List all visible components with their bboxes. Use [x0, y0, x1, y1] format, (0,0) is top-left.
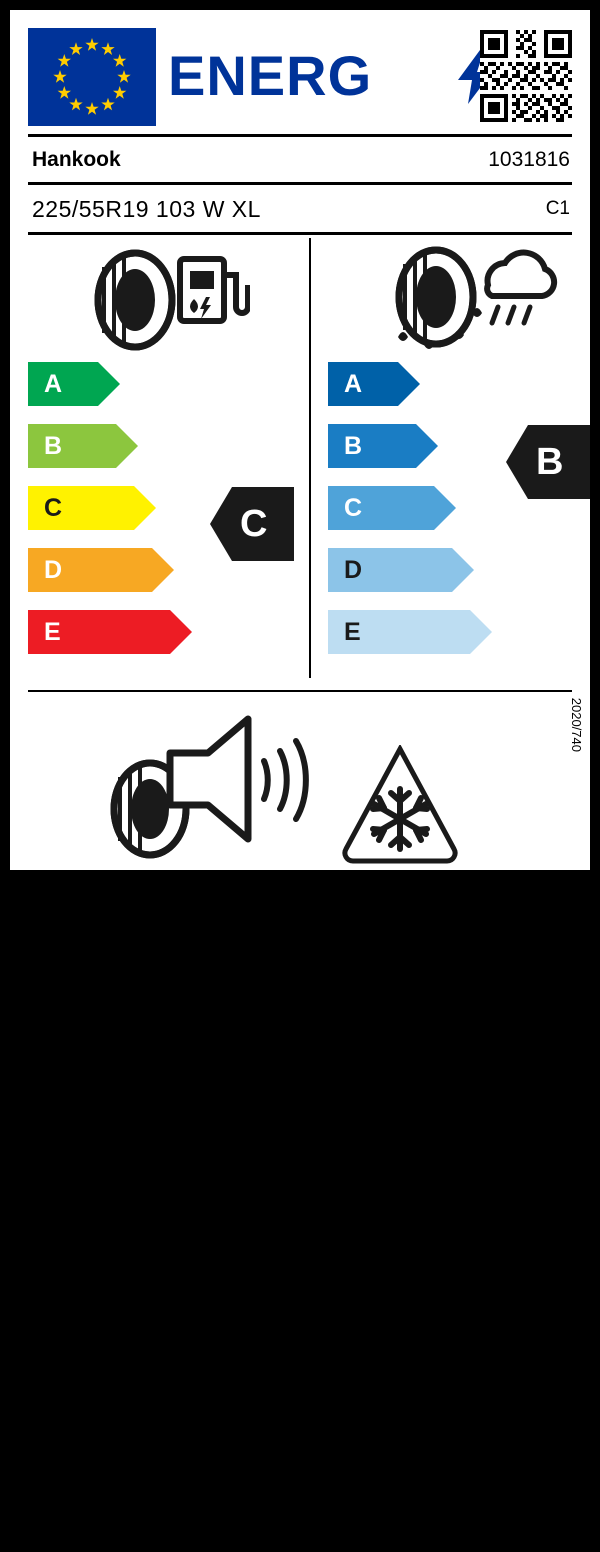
wet-grade-b-label: B: [344, 432, 363, 460]
qr-code-icon: [480, 30, 572, 122]
wet-grade-d-label: D: [344, 556, 363, 584]
wet-grade-a: [328, 362, 420, 406]
fuel-grade-c: [28, 486, 156, 530]
wet-rating-value: B: [536, 441, 564, 483]
wet-grip-scale: [328, 362, 578, 672]
wet-grade-e: [328, 610, 492, 654]
wet-grade-e-label: E: [344, 618, 361, 646]
divider-brand: [28, 182, 572, 185]
wet-grade-d: [328, 548, 474, 592]
energy-wordmark-text: ENERG: [168, 44, 373, 107]
fuel-grade-b-label: B: [44, 432, 63, 460]
energy-wordmark: [168, 44, 468, 108]
brand-name: Hankook: [32, 148, 121, 171]
noise-class-b: B: [201, 1526, 218, 1551]
noise-class-a: A: [190, 1531, 202, 1550]
fuel-grade-e-label: E: [44, 618, 61, 646]
tyre-size: 225/55R19 103 W XL: [32, 196, 261, 222]
fuel-rating-badge: [210, 487, 284, 561]
bottom-row: [10, 697, 590, 1551]
fuel-rating-value: C: [240, 503, 268, 545]
wet-rating-badge: [506, 425, 580, 499]
wet-grade-c: [328, 486, 456, 530]
divider-size: [28, 232, 572, 235]
wet-grade-a-shape: [328, 362, 420, 406]
noise-unit: dB: [225, 1457, 251, 1480]
fuel-grade-d-label: D: [44, 556, 63, 584]
fuel-grade-b: [28, 424, 138, 468]
tyre-class: C1: [545, 198, 570, 219]
regulation-code: 2020/740: [569, 697, 584, 752]
fuel-grade-a-label: A: [44, 370, 63, 398]
wet-grade-b: [328, 424, 438, 468]
noise-class-c: C: [217, 1531, 230, 1550]
sku-number: 1031816: [488, 148, 570, 171]
noise-value: 72: [176, 1452, 210, 1485]
label-header: [28, 28, 572, 126]
fuel-grade-c-label: C: [44, 494, 63, 522]
fuel-grade-a: [28, 362, 120, 406]
tyre-fuel-pump-icon: [80, 245, 250, 355]
energy-label-card: [10, 10, 590, 1551]
fuel-grade-a-shape: [28, 362, 120, 406]
tyre-rain-cloud-icon: [380, 245, 560, 355]
snowflake-mountain-icon: [340, 745, 460, 865]
wet-grade-c-label: C: [344, 494, 363, 522]
pictogram-row: [10, 240, 590, 360]
tyre-speaker-icon: [98, 715, 318, 865]
wet-grade-a-label: A: [344, 370, 363, 398]
fuel-grade-d: [28, 548, 174, 592]
eu-flag-icon: [28, 28, 156, 126]
divider-bottom: [28, 690, 572, 692]
noise-class-scale: [190, 1526, 230, 1552]
divider-header: [28, 134, 572, 137]
fuel-grade-e: [28, 610, 192, 654]
eu-flag-stars: [28, 28, 156, 126]
